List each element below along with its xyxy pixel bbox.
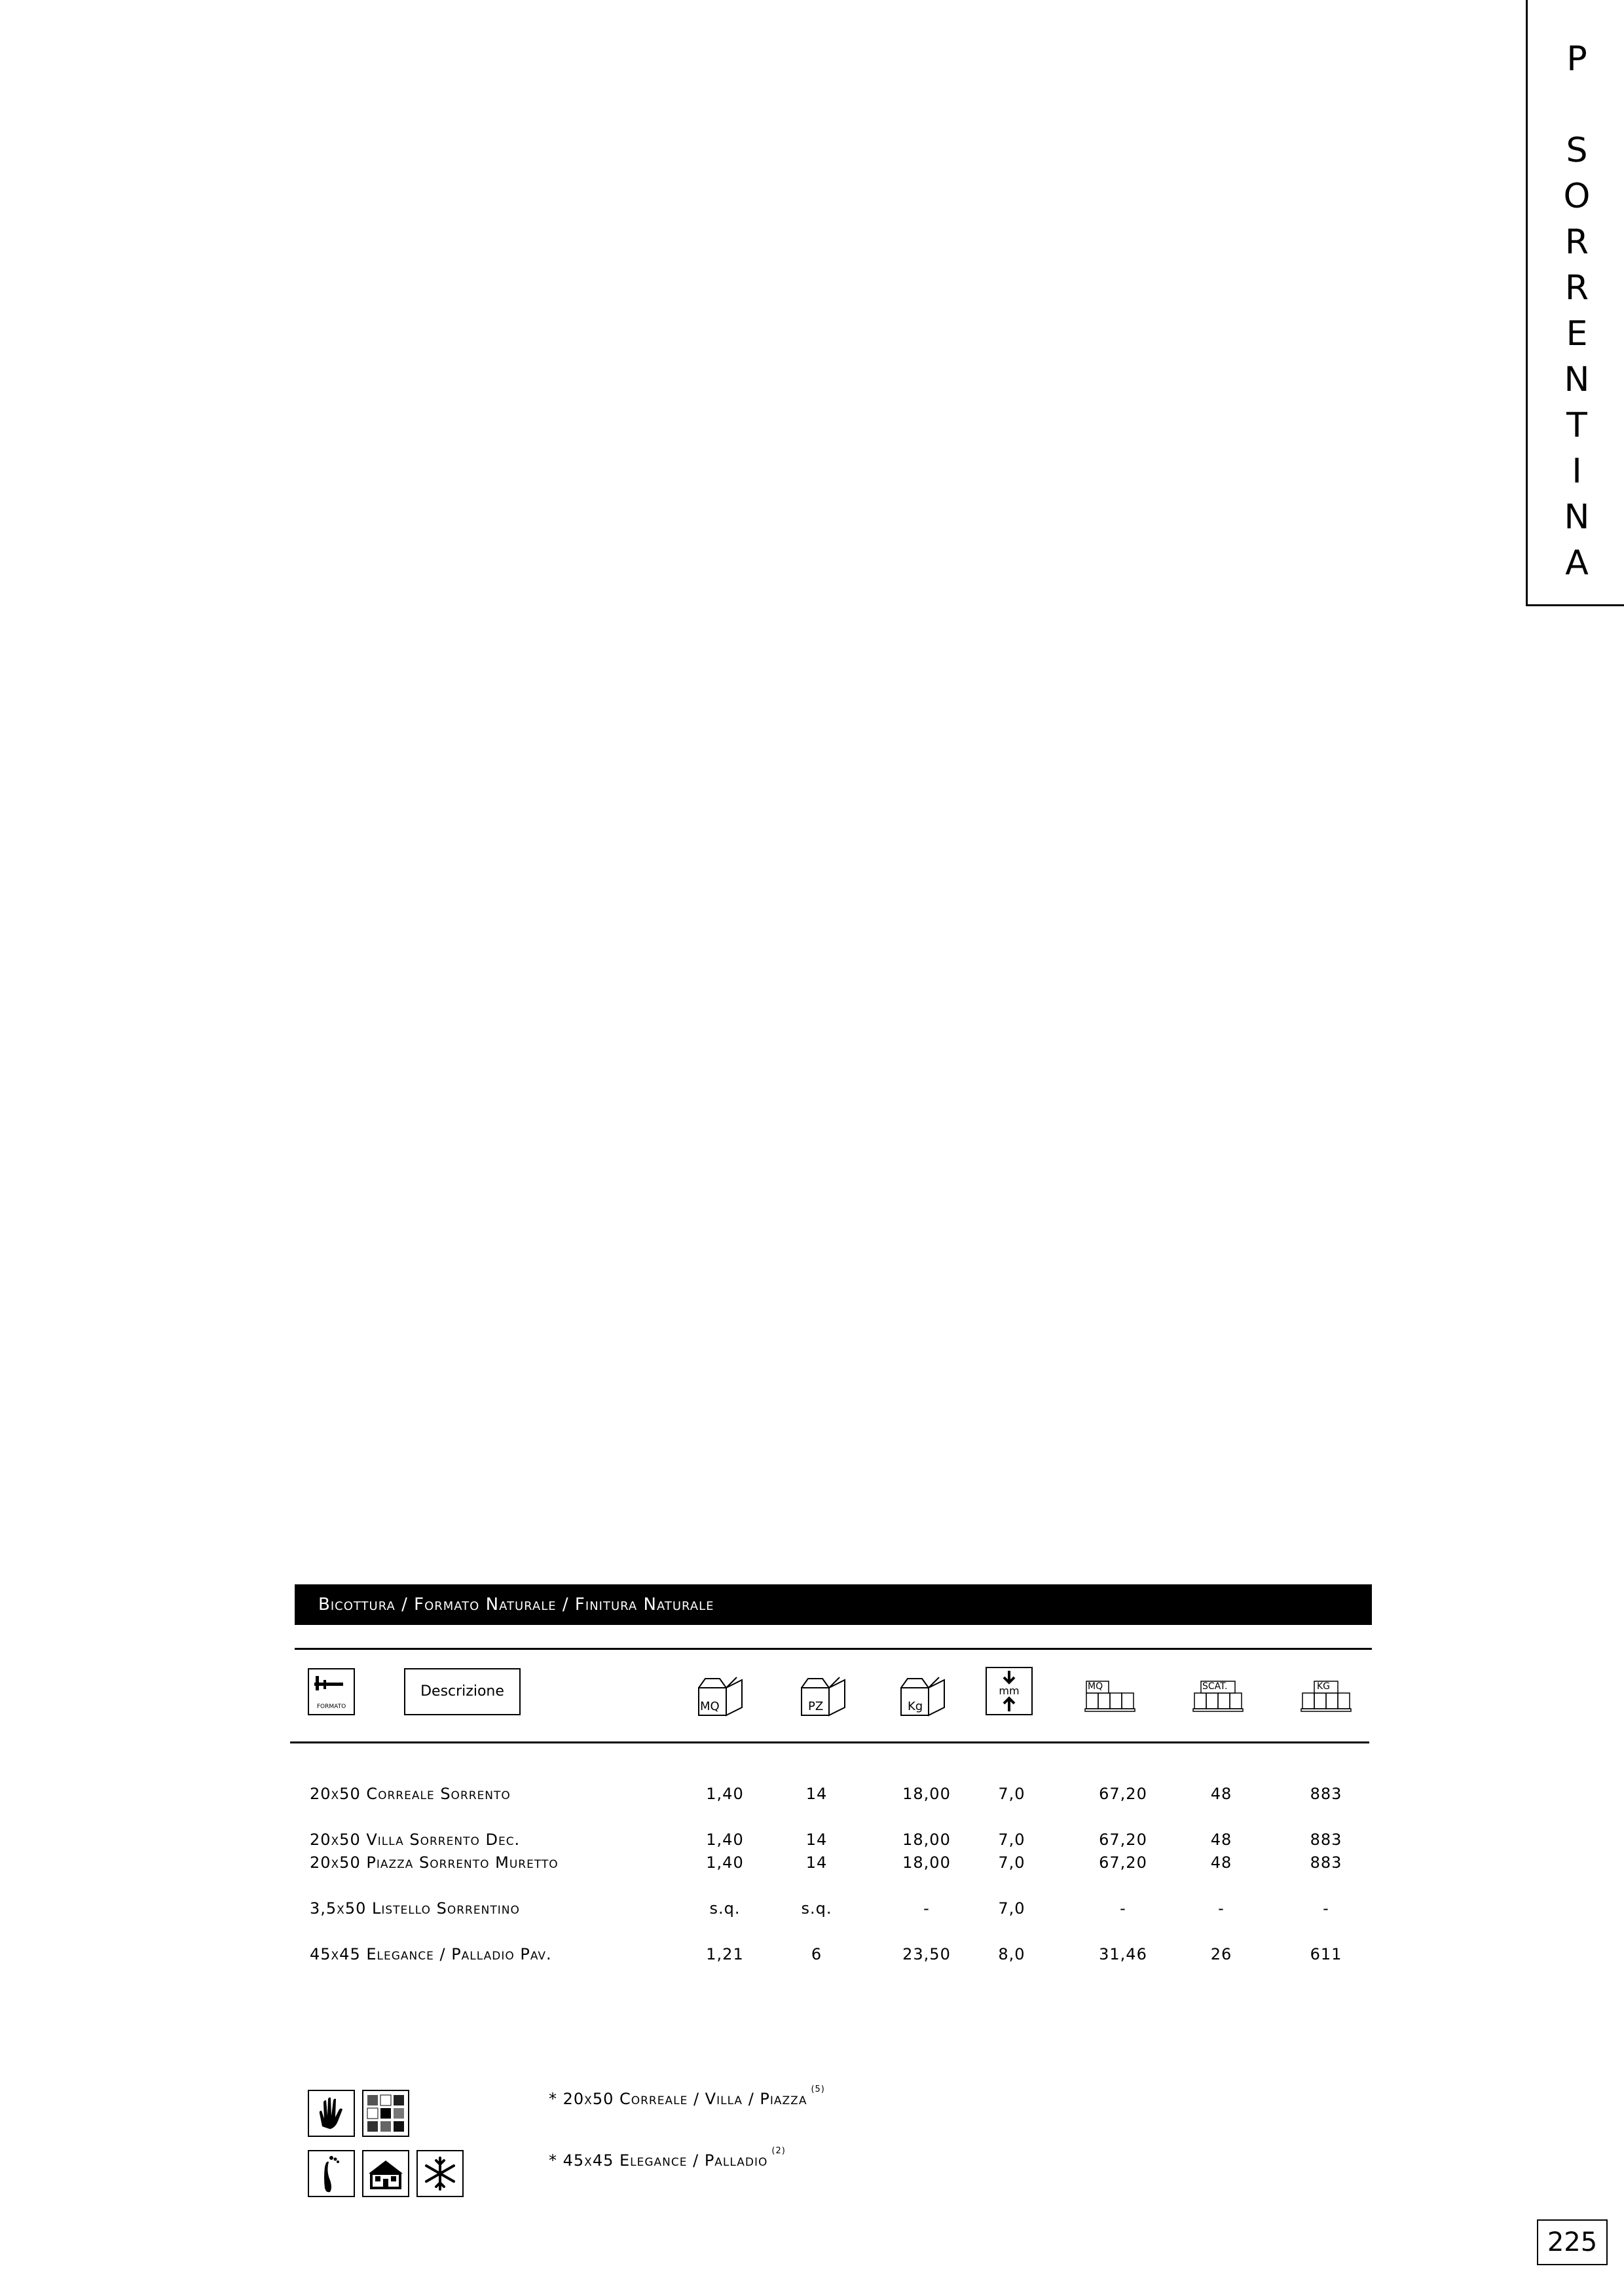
tab-letter: E xyxy=(1566,314,1588,354)
row-pallet-scat: 48 xyxy=(1210,1785,1232,1803)
row-pallet-kg: 883 xyxy=(1310,1853,1342,1872)
pallet-kg-label: KG xyxy=(1317,1681,1331,1692)
note-superscript: (5) xyxy=(811,2085,825,2094)
tab-letter: O xyxy=(1563,177,1591,216)
row-box-mq: 1,21 xyxy=(706,1945,744,1963)
row-box-pz: s.q. xyxy=(801,1899,832,1918)
row-pallet-kg: - xyxy=(1323,1899,1329,1918)
row-box-mq: s.q. xyxy=(709,1899,741,1918)
row-pallet-mq: 67,20 xyxy=(1099,1853,1147,1872)
note-text: * 20x50 Correale / Villa / Piazza xyxy=(549,2090,807,2108)
pallet-kg-icon xyxy=(1300,1679,1352,1715)
box-pz-icon xyxy=(799,1676,851,1718)
pallet-scat-icon xyxy=(1192,1679,1244,1715)
row-thickness: 7,0 xyxy=(998,1853,1025,1872)
formato-label: FORMATO xyxy=(316,1704,346,1710)
pallet-mq-icon xyxy=(1084,1679,1136,1715)
series-side-tab xyxy=(1526,0,1624,606)
row-thickness: 7,0 xyxy=(998,1785,1025,1803)
row-pallet-scat: 26 xyxy=(1210,1945,1232,1963)
pallet-scat-label: SCAT. xyxy=(1202,1681,1228,1692)
row-thickness: 7,0 xyxy=(998,1831,1025,1849)
row-pallet-scat: 48 xyxy=(1210,1831,1232,1849)
row-thickness: 8,0 xyxy=(998,1945,1025,1963)
note-superscript: (2) xyxy=(771,2146,786,2156)
tab-letter: R xyxy=(1564,268,1589,308)
description-header: Descrizione xyxy=(404,1668,521,1715)
row-pallet-mq: 67,20 xyxy=(1099,1785,1147,1803)
tab-letter: P xyxy=(1566,39,1587,79)
thickness-icon xyxy=(986,1667,1033,1715)
tab-letter: R xyxy=(1564,223,1589,262)
row-description: 20x50 Correale Sorrento xyxy=(310,1785,511,1803)
frost-resistant-icon xyxy=(416,2150,464,2197)
note-text: * 45x45 Elegance / Palladio xyxy=(549,2151,768,2170)
tab-letter: T xyxy=(1566,406,1587,445)
row-pallet-mq: 31,46 xyxy=(1099,1945,1147,1963)
row-box-kg: 18,00 xyxy=(902,1831,951,1849)
table-title-bar: Bicottura / Formato Naturale / Finitura Naturale xyxy=(295,1584,1372,1625)
row-pallet-mq: - xyxy=(1120,1899,1126,1918)
row-box-kg: 18,00 xyxy=(902,1785,951,1803)
row-box-kg: - xyxy=(923,1899,930,1918)
row-description: 20x50 Villa Sorrento Dec. xyxy=(310,1831,521,1849)
table-row xyxy=(0,1831,1624,1854)
tab-letter: N xyxy=(1564,360,1590,399)
header-top-rule xyxy=(295,1648,1372,1650)
row-thickness: 7,0 xyxy=(998,1899,1025,1918)
row-pallet-kg: 883 xyxy=(1310,1785,1342,1803)
row-box-mq: 1,40 xyxy=(706,1785,744,1803)
row-pallet-mq: 67,20 xyxy=(1099,1831,1147,1849)
tab-letter: N xyxy=(1564,498,1590,537)
row-description: 3,5x50 Listello Sorrentino xyxy=(310,1899,520,1918)
row-box-kg: 23,50 xyxy=(902,1945,951,1963)
page-number: 225 xyxy=(1537,2219,1608,2265)
row-box-pz: 14 xyxy=(805,1831,828,1849)
table-row xyxy=(0,1945,1624,1969)
foot-traffic-icon xyxy=(308,2150,355,2197)
packaging-note xyxy=(549,2085,825,2108)
pallet-mq-label: MQ xyxy=(1088,1681,1103,1692)
hand-icon xyxy=(308,2090,355,2137)
table-row xyxy=(0,1785,1624,1808)
indoor-house-icon xyxy=(362,2150,409,2197)
row-pallet-scat: 48 xyxy=(1210,1853,1232,1872)
box-kg-icon xyxy=(898,1676,951,1718)
row-box-pz: 14 xyxy=(805,1853,828,1872)
row-box-pz: 14 xyxy=(805,1785,828,1803)
box-kg-label: Kg xyxy=(908,1700,923,1713)
tab-letter: A xyxy=(1565,543,1589,583)
box-pz-label: PZ xyxy=(808,1700,824,1713)
tab-letter: S xyxy=(1566,131,1588,170)
row-box-mq: 1,40 xyxy=(706,1831,744,1849)
tab-letter: I xyxy=(1572,452,1582,491)
row-description: 45x45 Elegance / Palladio Pav. xyxy=(310,1945,552,1963)
box-mq-icon xyxy=(696,1676,748,1718)
row-pallet-kg: 611 xyxy=(1310,1945,1342,1963)
row-box-kg: 18,00 xyxy=(902,1853,951,1872)
table-row xyxy=(0,1899,1624,1923)
shade-variation-icon xyxy=(362,2090,409,2137)
box-mq-label: MQ xyxy=(700,1700,720,1713)
header-bottom-rule xyxy=(290,1741,1369,1743)
packaging-note xyxy=(549,2146,786,2170)
row-pallet-scat: - xyxy=(1218,1899,1225,1918)
thickness-label: mm xyxy=(999,1685,1020,1697)
formato-caliper-icon xyxy=(308,1668,355,1715)
table-row xyxy=(0,1853,1624,1877)
row-box-mq: 1,40 xyxy=(706,1853,744,1872)
row-box-pz: 6 xyxy=(811,1945,822,1963)
row-description: 20x50 Piazza Sorrento Muretto xyxy=(310,1853,559,1872)
row-pallet-kg: 883 xyxy=(1310,1831,1342,1849)
